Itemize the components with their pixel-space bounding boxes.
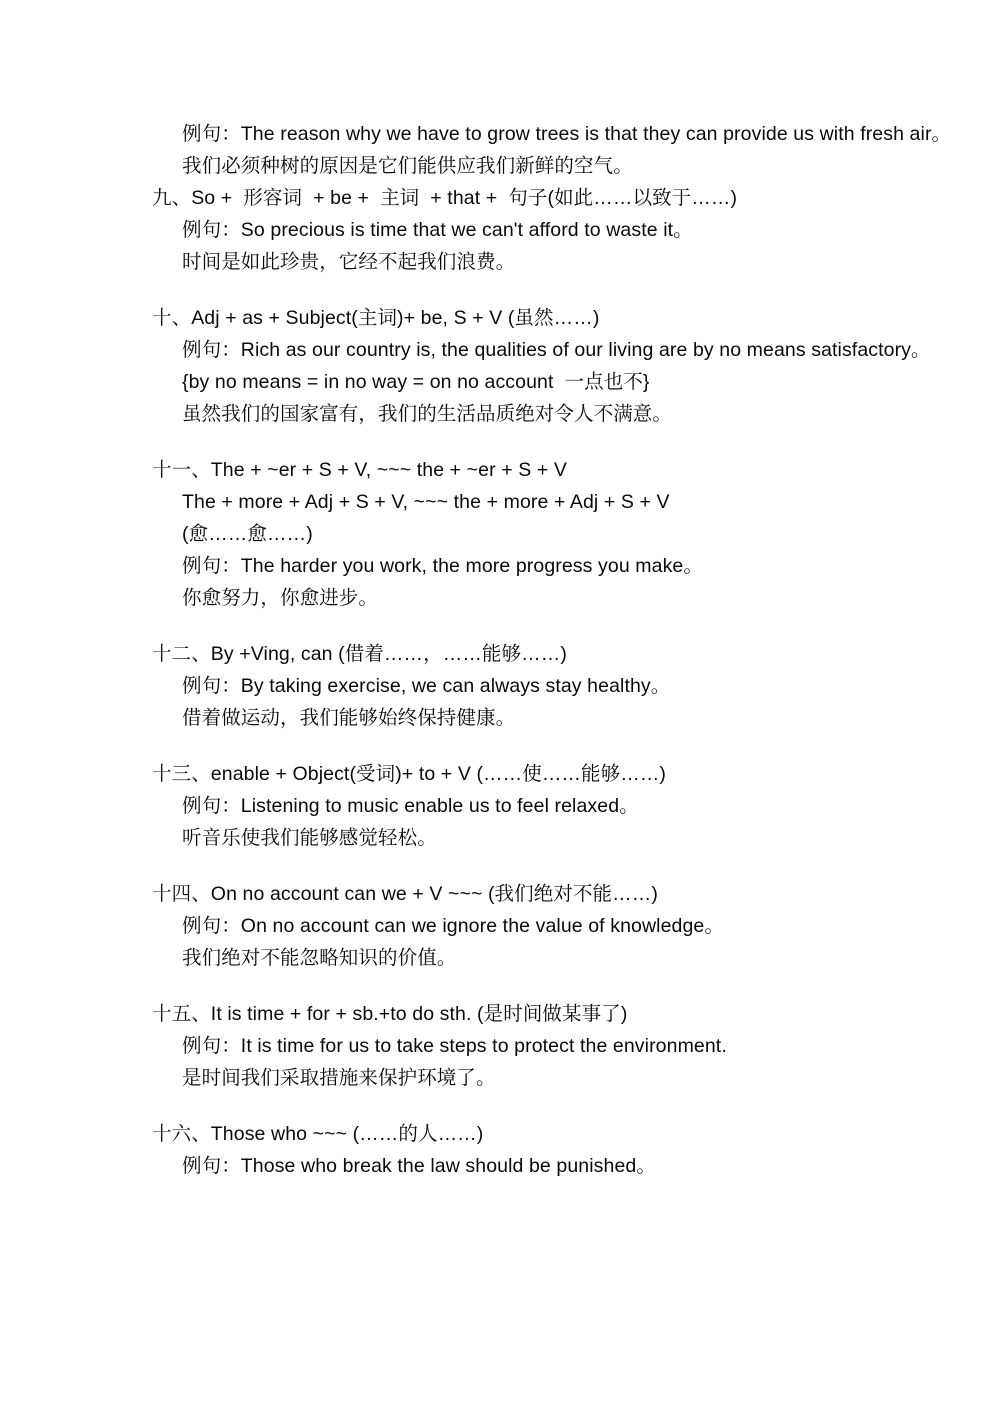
section-line: 例句：Rich as our country is, the qualities of our living are by no means satisfactory。	[182, 339, 931, 361]
section-item-14	[152, 878, 960, 974]
section-line: 我们绝对不能忽略知识的价值。	[182, 947, 457, 969]
section-line: 例句：Listening to music enable us to feel relaxed。	[182, 795, 639, 817]
section-line: 例句：On no account can we ignore the value of knowledge。	[182, 915, 724, 937]
section-line: 例句：By taking exercise, we can always stay healthy。	[182, 675, 671, 697]
section-line: The + more + Adj + S + V, ~~~ the + more + Adj + S + V	[182, 491, 670, 513]
section-heading: 九、So + 形容词 + be + 主词 + that + 句子(如此……以致于……)	[152, 187, 738, 209]
document-body	[152, 118, 960, 1182]
section-continued-example	[152, 118, 960, 182]
section-heading: 十三、enable + Object(受词)+ to + V (……使……能够……)	[152, 763, 667, 785]
section-item-9	[152, 182, 960, 278]
section-item-13	[152, 758, 960, 854]
section-line: 时间是如此珍贵，它经不起我们浪费。	[182, 251, 516, 273]
section-line: 借着做运动，我们能够始终保持健康。	[182, 707, 516, 729]
section-heading: 十二、By +Ving, can (借着……，……能够……)	[152, 643, 567, 665]
section-line: 我们必须种树的原因是它们能供应我们新鲜的空气。	[182, 155, 633, 177]
section-item-12	[152, 638, 960, 734]
section-line: 例句：The harder you work, the more progress you make。	[182, 555, 703, 577]
section-line: 例句：So precious is time that we can't afford to waste it。	[182, 219, 693, 241]
section-heading: 十六、Those who ~~~ (……的人……)	[152, 1123, 484, 1145]
section-line: 例句：The reason why we have to grow trees is that they can provide us with fresh air。	[182, 123, 952, 145]
section-line: (愈……愈……)	[182, 523, 313, 545]
section-line: 你愈努力，你愈进步。	[182, 587, 379, 609]
section-line: 是时间我们采取措施来保护环境了。	[182, 1067, 496, 1089]
section-item-11	[152, 454, 960, 614]
section-heading: 十五、It is time + for + sb.+to do sth. (是时间做某事了)	[152, 1003, 628, 1025]
section-item-15	[152, 998, 960, 1094]
section-heading: 十四、On no account can we + V ~~~ (我们绝对不能……)	[152, 883, 658, 905]
section-line: 虽然我们的国家富有，我们的生活品质绝对令人不满意。	[182, 403, 673, 425]
section-item-10	[152, 302, 960, 430]
section-heading: 十一、The + ~er + S + V, ~~~ the + ~er + S + V	[152, 459, 567, 481]
section-line: {by no means = in no way = on no account 一点也不}	[182, 371, 650, 393]
section-heading: 十、Adj + as + Subject(主词)+ be, S + V (虽然……)	[152, 307, 600, 329]
section-line: 听音乐使我们能够感觉轻松。	[182, 827, 437, 849]
section-item-16	[152, 1118, 960, 1182]
section-line: 例句：It is time for us to take steps to protect the environment.	[182, 1035, 727, 1057]
section-line: 例句：Those who break the law should be punished。	[182, 1155, 656, 1177]
